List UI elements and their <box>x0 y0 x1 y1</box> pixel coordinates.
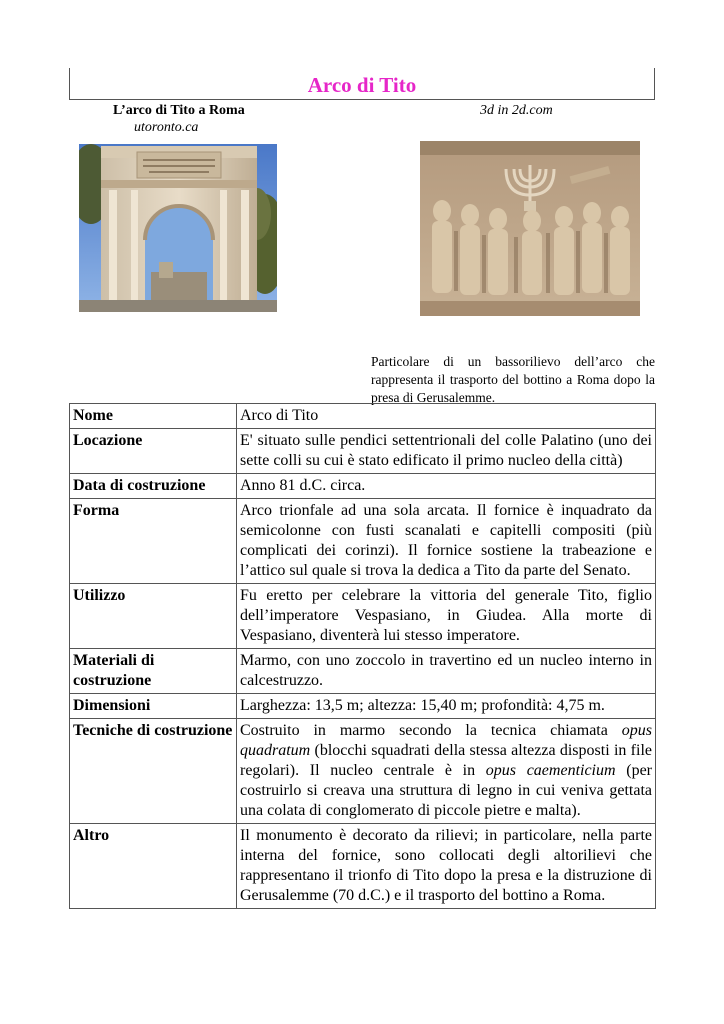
row-value-materiali: Marmo, con uno zoccolo in travertino ed un nucleo interno in calcestruzzo. <box>237 649 656 694</box>
tecniche-text-3: (per costruirlo si creava una struttura di legno in cui veniva gettata una colata di conglomerato di piccole pietre e malta). <box>240 762 653 819</box>
row-value-data: Anno 81 d.C. circa. <box>237 474 656 499</box>
row-label-altro: Altro <box>70 824 237 909</box>
table-row <box>70 474 656 499</box>
row-value-locazione: E' situato sulle pendici settentrionali del colle Palatino (uno dei sette colli su cui è stato edificato il primo nucleo della città) <box>237 429 656 474</box>
title-box <box>69 68 655 100</box>
row-label-nome: Nome <box>70 404 237 429</box>
info-table <box>69 403 656 909</box>
relief-caption: Particolare di un bassorilievo dell’arco che rappresenta il trasporto del bottino a Roma dopo la presa di Gerusalemme. <box>371 354 655 405</box>
row-label-dimensioni: Dimensioni <box>70 694 237 719</box>
table-row <box>70 499 656 584</box>
row-label-locazione: Locazione <box>70 429 237 474</box>
relief-photo <box>420 141 640 316</box>
table-row <box>70 649 656 694</box>
table-row <box>70 719 656 824</box>
row-value-altro: Il monumento è decorato da rilievi; in particolare, nella parte interna del fornice, sono collocati degli altorilievi che rappresentano il trionfo di Tito dopo la presa e la distruzione di Gerusalemme (70 d.C.) e il trasporto del bottino a Roma. <box>237 824 656 909</box>
table-row <box>70 429 656 474</box>
arch-photo-source: utoronto.ca <box>134 120 199 135</box>
row-value-utilizzo: Fu eretto per celebrare la vittoria del generale Tito, figlio dell’imperatore Vespasiano, in Giudea. Alla morte di Vespasiano, diventerà lui stesso imperatore. <box>237 584 656 649</box>
arch-photo <box>79 144 277 312</box>
arch-photo-caption: L’arco di Tito a Roma <box>113 103 245 118</box>
row-value-nome: Arco di Tito <box>237 404 656 429</box>
row-label-forma: Forma <box>70 499 237 584</box>
table-row <box>70 694 656 719</box>
tecniche-term-opus-caementicium: opus caementicium <box>485 762 616 779</box>
row-value-tecniche <box>237 719 656 824</box>
relief-photo-source: 3d in 2d.com <box>480 103 553 118</box>
table-row <box>70 584 656 649</box>
row-label-tecniche: Tecniche di costruzione <box>70 719 237 824</box>
row-value-forma: Arco trionfale ad una sola arcata. Il fornice è inquadrato da semicolonne con fusti scanalati e capitelli compositi (più complicati dei corinzi). Il fornice sostiene la trabeazione e l’attico sul quale si trova la dedica a Tito da parte del Senato. <box>237 499 656 584</box>
row-value-dimensioni: Larghezza: 13,5 m; altezza: 15,40 m; profondità: 4,75 m. <box>237 694 656 719</box>
row-label-utilizzo: Utilizzo <box>70 584 237 649</box>
page-title: Arco di Tito <box>307 73 417 97</box>
tecniche-term-opus-quadratum: opus quadratum <box>240 722 652 759</box>
row-label-materiali: Materiali di costruzione <box>70 649 237 694</box>
row-label-data: Data di costruzione <box>70 474 237 499</box>
table-row <box>70 824 656 909</box>
tecniche-text-2: (blocchi squadrati della stessa altezza disposti in file regolari). Il nucleo centrale è in <box>240 742 652 779</box>
tecniche-text-1: Costruito in marmo secondo la tecnica chiamata <box>240 722 622 739</box>
table-row <box>70 404 656 429</box>
